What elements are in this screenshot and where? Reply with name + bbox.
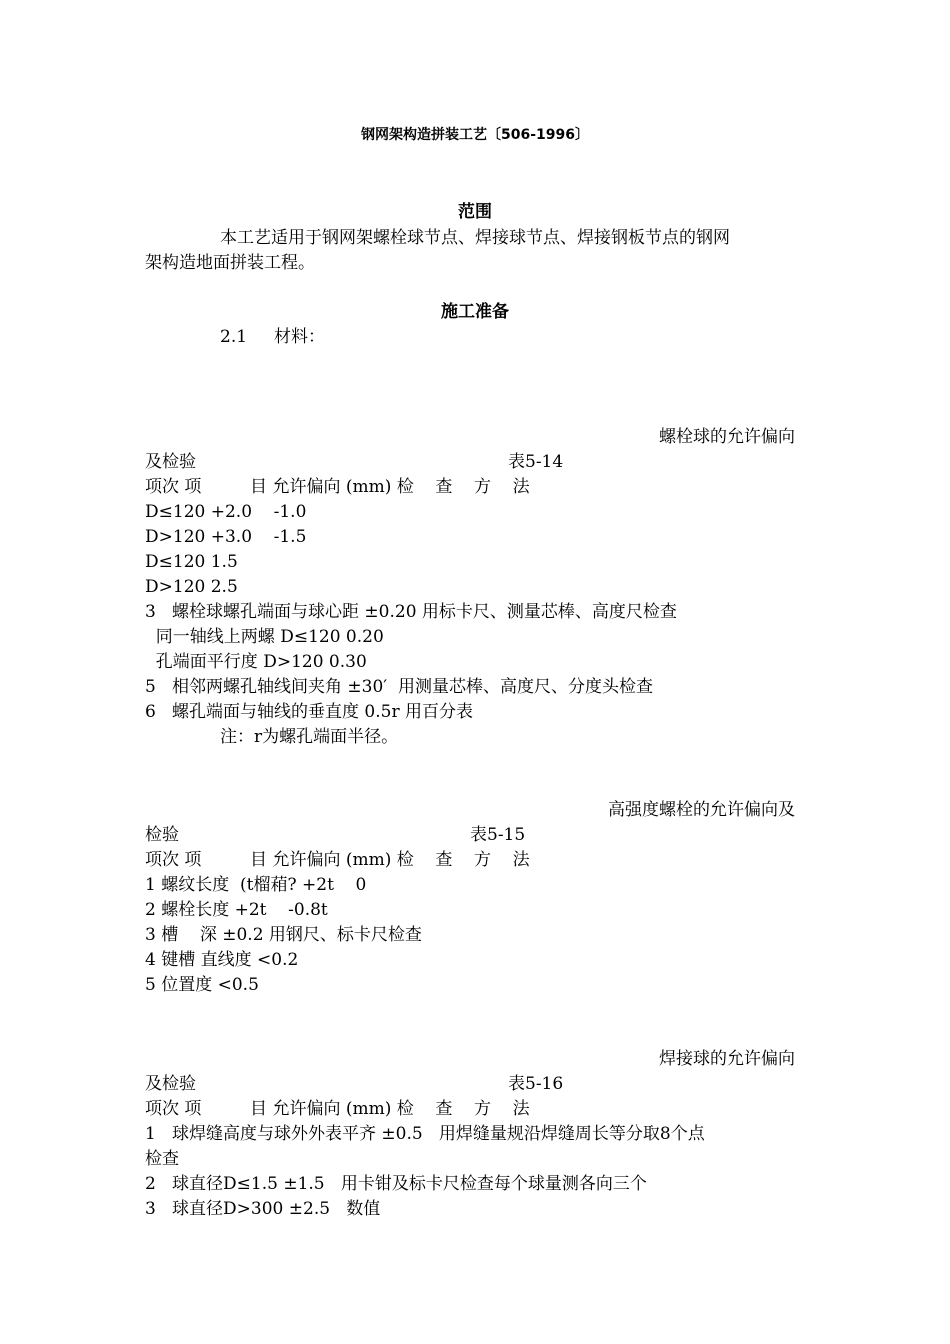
table3-row: 3 球直径D>300 ±2.5 数值 [145,1199,381,1219]
table1-row: D≤120 1.5 [145,552,238,572]
document-title: 钢网架构造拼装工艺〔506-1996〕 [361,127,589,143]
scope-paragraph-line-1: 本工艺适用于钢网架螺栓球节点、焊接球节点、焊接钢板节点的钢网 [220,228,730,248]
table3-row: 检查 [145,1149,179,1169]
table1-caption: 螺栓球的允许偏向 [659,427,795,447]
table1-number: 表5-14 [508,452,564,472]
scope-paragraph-line-2: 架构造地面拼装工程。 [145,253,315,273]
table2-caption: 高强度螺栓的允许偏向及 [608,800,795,820]
table2-caption-continued: 检验 [145,825,179,845]
table2-row: 2 螺栓长度 +2t -0.8t [145,900,328,920]
table2-row: 3 槽 深 ±0.2 用钢尺、标卡尺检查 [145,925,422,945]
table3-row: 1 球焊缝高度与球外外表平齐 ±0.5 用焊缝量规沿焊缝周长等分取8个点 [145,1124,705,1144]
preparation-item: 2.1 材料： [220,327,326,347]
table1-note: 注：r为螺孔端面半径。 [220,727,399,747]
table1-row: D>120 2.5 [145,577,238,597]
table1-row: 5 相邻两螺孔轴线间夹角 ±30′ 用测量芯棒、高度尺、分度头检查 [145,677,653,697]
table3-caption-continued: 及检验 [145,1074,196,1094]
table1-row: D>120 +3.0 -1.5 [145,527,307,547]
section-heading-scope: 范围 [458,202,492,222]
table1-row: 同一轴线上两螺 D≤120 0.20 [145,627,384,647]
table3-caption: 焊接球的允许偏向 [659,1049,795,1069]
table1-header: 项次 项 目 允许偏向 (mm) 检 查 方 法 [145,477,530,497]
table1-caption-continued: 及检验 [145,452,196,472]
table1-row: 孔端面平行度 D>120 0.30 [145,652,367,672]
table3-header: 项次 项 目 允许偏向 (mm) 检 查 方 法 [145,1099,530,1119]
table2-header: 项次 项 目 允许偏向 (mm) 检 查 方 法 [145,850,530,870]
table2-row: 5 位置度 <0.5 [145,975,259,995]
table3-number: 表5-16 [508,1074,564,1094]
table2-row: 1 螺纹长度 (t榴葙? +2t 0 [145,875,367,895]
table2-number: 表5-15 [470,825,526,845]
table3-row: 2 球直径D≤1.5 ±1.5 用卡钳及标卡尺检查每个球量测各向三个 [145,1174,647,1194]
table1-row: 6 螺孔端面与轴线的垂直度 0.5r 用百分表 [145,702,473,722]
table1-row: D≤120 +2.0 -1.0 [145,502,307,522]
table1-row: 3 螺栓球螺孔端面与球心距 ±0.20 用标卡尺、测量芯棒、高度尺检查 [145,602,677,622]
table2-row: 4 键槽 直线度 <0.2 [145,950,299,970]
section-heading-preparation: 施工准备 [441,302,509,322]
